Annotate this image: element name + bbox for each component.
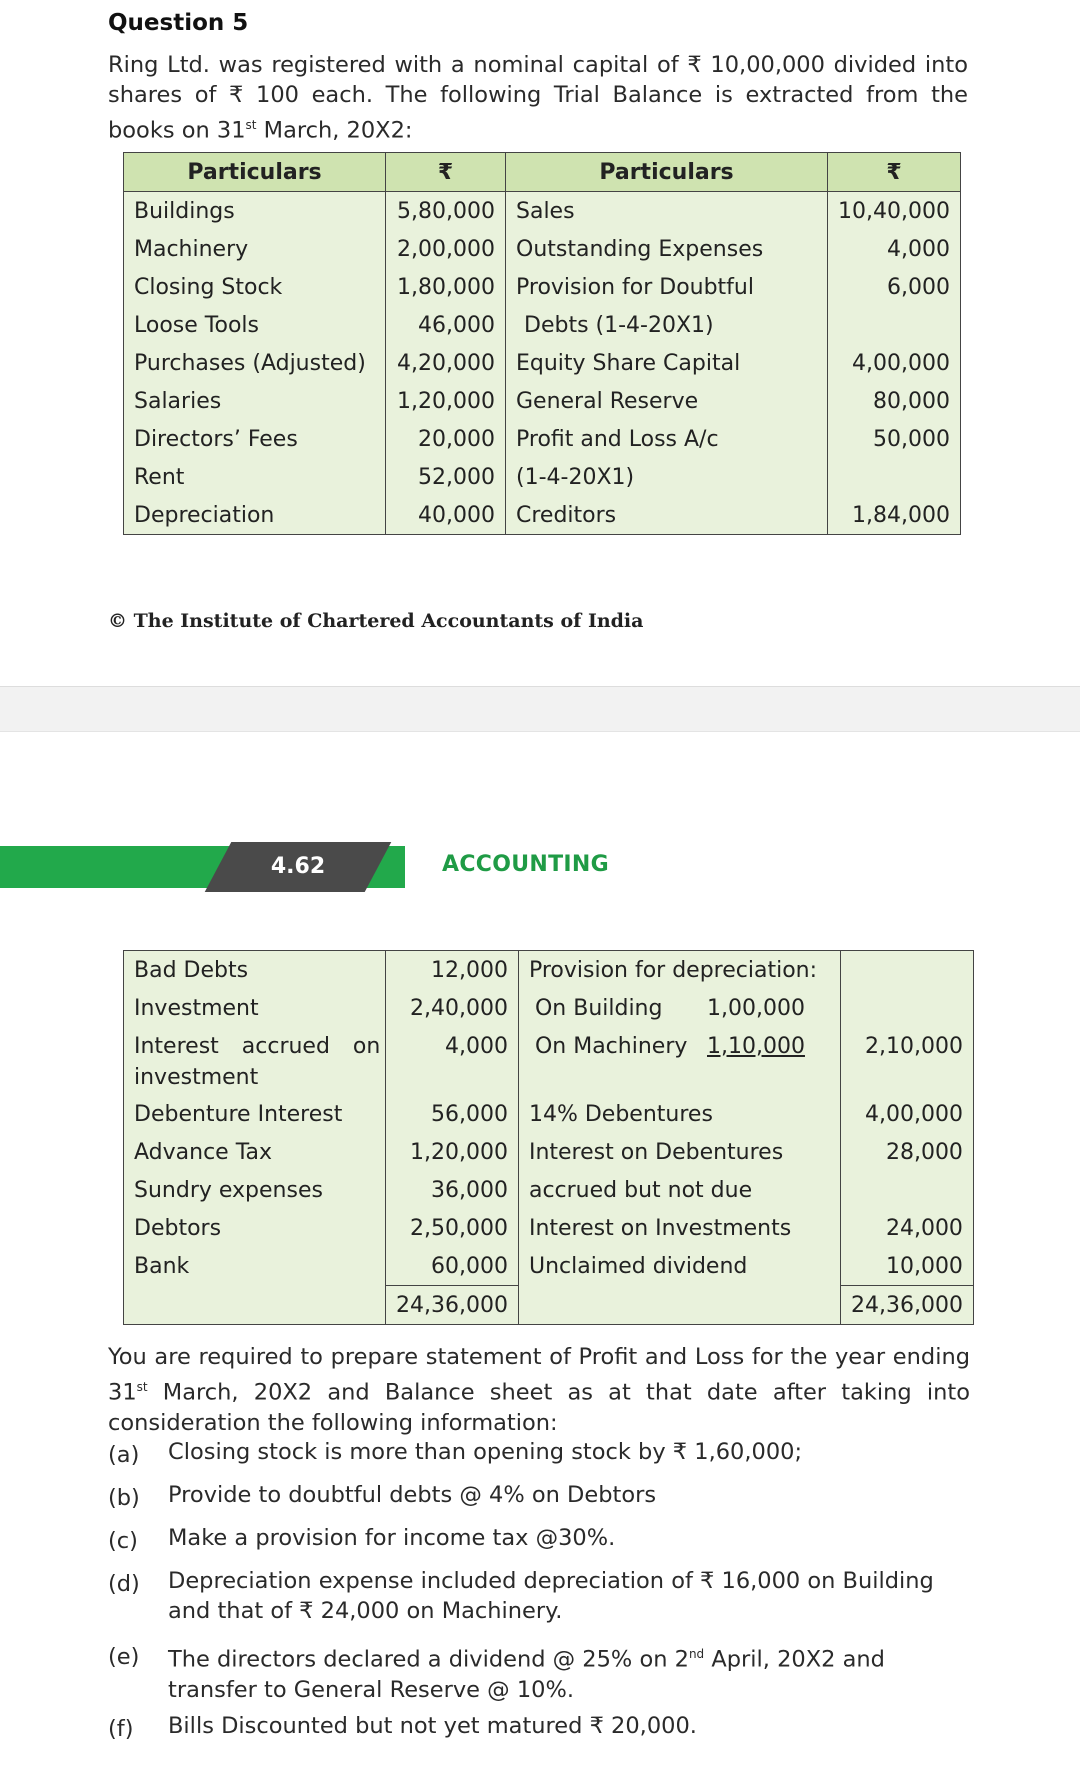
question-title: Question 5 bbox=[108, 10, 249, 36]
credit-particular: Equity Share Capital bbox=[506, 344, 828, 382]
credit-amount: 24,000 bbox=[840, 1209, 973, 1247]
credit-particular: Sales bbox=[506, 192, 828, 231]
intro-text-end: March, 20X2: bbox=[256, 117, 413, 144]
credit-particular: General Reserve bbox=[506, 382, 828, 420]
table-row bbox=[124, 1065, 974, 1095]
credit-particular: Profit and Loss A/c bbox=[506, 420, 828, 458]
debit-amount: 2,00,000 bbox=[386, 230, 506, 268]
intro-text: Ring Ltd. was registered with a nominal capital of ₹ 10,00,000 divided into shares of ₹ 100 each. The following Trial Balance is extracted from the books on 31 bbox=[108, 52, 968, 144]
debit-particular bbox=[124, 1027, 386, 1065]
header-particulars-credit: Particulars bbox=[506, 153, 828, 192]
credit-amount bbox=[828, 458, 961, 496]
debit-particular: Depreciation bbox=[124, 496, 386, 535]
table-row bbox=[124, 1171, 974, 1209]
credit-particular: Outstanding Expenses bbox=[506, 230, 828, 268]
debit-particular: Purchases (Adjusted) bbox=[124, 344, 386, 382]
credit-particular bbox=[518, 1065, 840, 1095]
debit-amount: 36,000 bbox=[386, 1171, 519, 1209]
debit-amount: 20,000 bbox=[386, 420, 506, 458]
credit-amount: 80,000 bbox=[828, 382, 961, 420]
note-text-end: April, 20X2 and transfer to General Reserve @ 10%. bbox=[168, 1646, 885, 1703]
debit-amount: 52,000 bbox=[386, 458, 506, 496]
debit-amount: 4,20,000 bbox=[386, 344, 506, 382]
table-row bbox=[124, 268, 961, 306]
requirement-text bbox=[108, 1342, 970, 1438]
total-blank bbox=[518, 1286, 840, 1325]
requirement-superscript: st bbox=[136, 1380, 148, 1394]
credit-particular: accrued but not due bbox=[518, 1171, 840, 1209]
table-row bbox=[124, 306, 961, 344]
note-text bbox=[168, 1639, 968, 1705]
table-row bbox=[124, 1247, 974, 1286]
debit-particular: Machinery bbox=[124, 230, 386, 268]
debit-particular: Debtors bbox=[124, 1209, 386, 1247]
credit-amount: 4,000 bbox=[828, 230, 961, 268]
credit-amount bbox=[840, 1065, 973, 1095]
requirement-text-end: March, 20X2 and Balance sheet as at that date after taking into consideration the following information: bbox=[108, 1379, 970, 1436]
header-rupee-debit: ₹ bbox=[386, 153, 506, 192]
sub-item-label: On Building bbox=[534, 995, 663, 1021]
table-row bbox=[124, 192, 961, 231]
note-label: (b) bbox=[108, 1485, 140, 1511]
table-row bbox=[124, 230, 961, 268]
debit-amount: 2,40,000 bbox=[386, 989, 519, 1027]
debit-particular-text: Interest accrued on bbox=[134, 1033, 381, 1059]
note-text-start: The directors declared a dividend @ 25% on 2 bbox=[168, 1646, 689, 1673]
credit-amount: 2,10,000 bbox=[840, 1027, 973, 1065]
copyright-footer: © The Institute of Chartered Accountants of India bbox=[108, 610, 644, 632]
credit-amount: 4,00,000 bbox=[828, 344, 961, 382]
sub-item-amount: 1,10,000 bbox=[707, 1033, 805, 1059]
note-text: Bills Discounted but not yet matured ₹ 20,000. bbox=[168, 1713, 697, 1739]
credit-particular: Provision for depreciation: bbox=[518, 951, 840, 990]
table-row bbox=[124, 1133, 974, 1171]
question-intro bbox=[108, 50, 968, 146]
section-title: ACCOUNTING bbox=[442, 852, 609, 877]
header-rupee-credit: ₹ bbox=[828, 153, 961, 192]
credit-particular bbox=[518, 989, 840, 1027]
note-text: Depreciation expense included depreciation of ₹ 16,000 on Building and that of ₹ 24,000 on Machinery. bbox=[168, 1568, 934, 1624]
credit-amount: 28,000 bbox=[840, 1133, 973, 1171]
credit-particular: Debts (1-4-20X1) bbox=[506, 306, 828, 344]
credit-amount bbox=[828, 306, 961, 344]
debit-particular: investment bbox=[124, 1065, 386, 1095]
sub-item-label: On Machinery bbox=[534, 1033, 688, 1059]
credit-particular: Interest on Debentures bbox=[518, 1133, 840, 1171]
requirement-text-start: You are required to prepare statement of Profit and Loss for the year ending 31 bbox=[108, 1344, 970, 1406]
debit-amount: 46,000 bbox=[386, 306, 506, 344]
debit-amount: 1,20,000 bbox=[386, 1133, 519, 1171]
note-text: Closing stock is more than opening stock by ₹ 1,60,000; bbox=[168, 1439, 803, 1465]
debit-particular: Sundry expenses bbox=[124, 1171, 386, 1209]
total-row bbox=[124, 1286, 974, 1325]
debit-particular: Buildings bbox=[124, 192, 386, 231]
debit-particular: Debenture Interest bbox=[124, 1095, 386, 1133]
table-row bbox=[124, 496, 961, 535]
debit-particular: Directors’ Fees bbox=[124, 420, 386, 458]
debit-particular: Investment bbox=[124, 989, 386, 1027]
header-particulars-debit: Particulars bbox=[124, 153, 386, 192]
debit-amount: 12,000 bbox=[386, 951, 519, 990]
credit-particular: Provision for Doubtful bbox=[506, 268, 828, 306]
note-text: Make a provision for income tax @30%. bbox=[168, 1525, 616, 1551]
trial-balance-table-part2 bbox=[123, 950, 974, 1325]
debit-amount: 60,000 bbox=[386, 1247, 519, 1286]
credit-particular: Unclaimed dividend bbox=[518, 1247, 840, 1286]
credit-particular: Creditors bbox=[506, 496, 828, 535]
credit-amount bbox=[840, 989, 973, 1027]
note-label: (d) bbox=[108, 1571, 140, 1597]
trial-balance-table-part1 bbox=[123, 152, 961, 535]
credit-particular: (1-4-20X1) bbox=[506, 458, 828, 496]
debit-amount bbox=[386, 1065, 519, 1095]
table-row bbox=[124, 344, 961, 382]
credit-amount: 6,000 bbox=[828, 268, 961, 306]
debit-amount: 4,000 bbox=[386, 1027, 519, 1065]
note-label: (c) bbox=[108, 1528, 138, 1554]
sub-item-amount: 1,00,000 bbox=[707, 995, 805, 1021]
table-row bbox=[124, 382, 961, 420]
page-number: 4.62 bbox=[270, 854, 326, 879]
credit-particular bbox=[518, 1027, 840, 1065]
debit-particular: Bank bbox=[124, 1247, 386, 1286]
debit-particular: Loose Tools bbox=[124, 306, 386, 344]
debit-particular: Rent bbox=[124, 458, 386, 496]
note-text: Provide to doubtful debts @ 4% on Debtors bbox=[168, 1482, 657, 1508]
debit-amount: 56,000 bbox=[386, 1095, 519, 1133]
credit-amount: 50,000 bbox=[828, 420, 961, 458]
debit-particular: Closing Stock bbox=[124, 268, 386, 306]
total-credit: 24,36,000 bbox=[840, 1286, 973, 1325]
total-blank bbox=[124, 1286, 386, 1325]
credit-particular: 14% Debentures bbox=[518, 1095, 840, 1133]
table-row bbox=[124, 1027, 974, 1065]
debit-amount: 1,20,000 bbox=[386, 382, 506, 420]
note-label: (a) bbox=[108, 1442, 140, 1468]
credit-amount: 1,84,000 bbox=[828, 496, 961, 535]
page-break-divider bbox=[0, 686, 1080, 732]
intro-superscript: st bbox=[245, 118, 257, 132]
table-row bbox=[124, 951, 974, 990]
debit-particular: Advance Tax bbox=[124, 1133, 386, 1171]
credit-particular: Interest on Investments bbox=[518, 1209, 840, 1247]
debit-amount: 1,80,000 bbox=[386, 268, 506, 306]
credit-amount: 10,000 bbox=[840, 1247, 973, 1286]
table-header-row bbox=[124, 153, 961, 192]
debit-particular: Salaries bbox=[124, 382, 386, 420]
table-row bbox=[124, 1209, 974, 1247]
debit-amount: 40,000 bbox=[386, 496, 506, 535]
debit-amount: 2,50,000 bbox=[386, 1209, 519, 1247]
table-row bbox=[124, 458, 961, 496]
debit-amount: 5,80,000 bbox=[386, 192, 506, 231]
note-superscript: nd bbox=[688, 1647, 705, 1661]
table-row bbox=[124, 420, 961, 458]
total-debit: 24,36,000 bbox=[386, 1286, 519, 1325]
debit-particular: Bad Debts bbox=[124, 951, 386, 990]
table-row bbox=[124, 989, 974, 1027]
credit-amount bbox=[840, 951, 973, 990]
credit-amount: 4,00,000 bbox=[840, 1095, 973, 1133]
credit-amount: 10,40,000 bbox=[828, 192, 961, 231]
table-row bbox=[124, 1095, 974, 1133]
note-label: (f) bbox=[108, 1716, 134, 1742]
credit-amount bbox=[840, 1171, 973, 1209]
note-label: (e) bbox=[108, 1644, 140, 1670]
